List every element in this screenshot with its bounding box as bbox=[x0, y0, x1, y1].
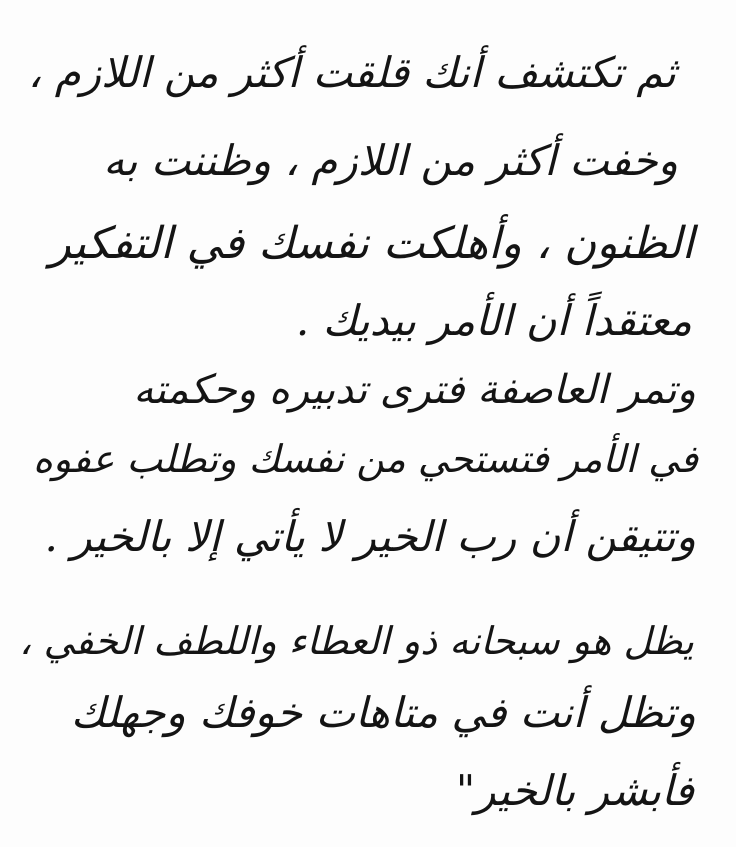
note-line-9: وتظل أنت في متاهات خوفك وجهلك bbox=[70, 688, 696, 737]
note-line-3: الظنون ، وأهلكت نفسك في التفكير bbox=[49, 218, 694, 269]
note-line-1: ثم تكتشف أنك قلقت أكثر من اللازم ، bbox=[27, 48, 676, 97]
note-line-6: في الأمر فتستحي من نفسك وتطلب عفوه bbox=[33, 437, 698, 481]
note-line-7: وتتيقن أن رب الخير لا يأتي إلا بالخير . bbox=[44, 512, 696, 561]
note-line-4: معتقداً أن الأمر بيديك . bbox=[295, 296, 692, 345]
note-line-2: وخفت أكثر من اللازم ، وظننت به bbox=[103, 136, 678, 185]
note-line-5: وتمر العاصفة فترى تدبيره وحكمته bbox=[133, 367, 696, 413]
note-line-8: يظل هو سبحانه ذو العطاء واللطف الخفي ، bbox=[19, 619, 694, 663]
note-line-10: فأبشر بالخير" bbox=[455, 766, 694, 815]
